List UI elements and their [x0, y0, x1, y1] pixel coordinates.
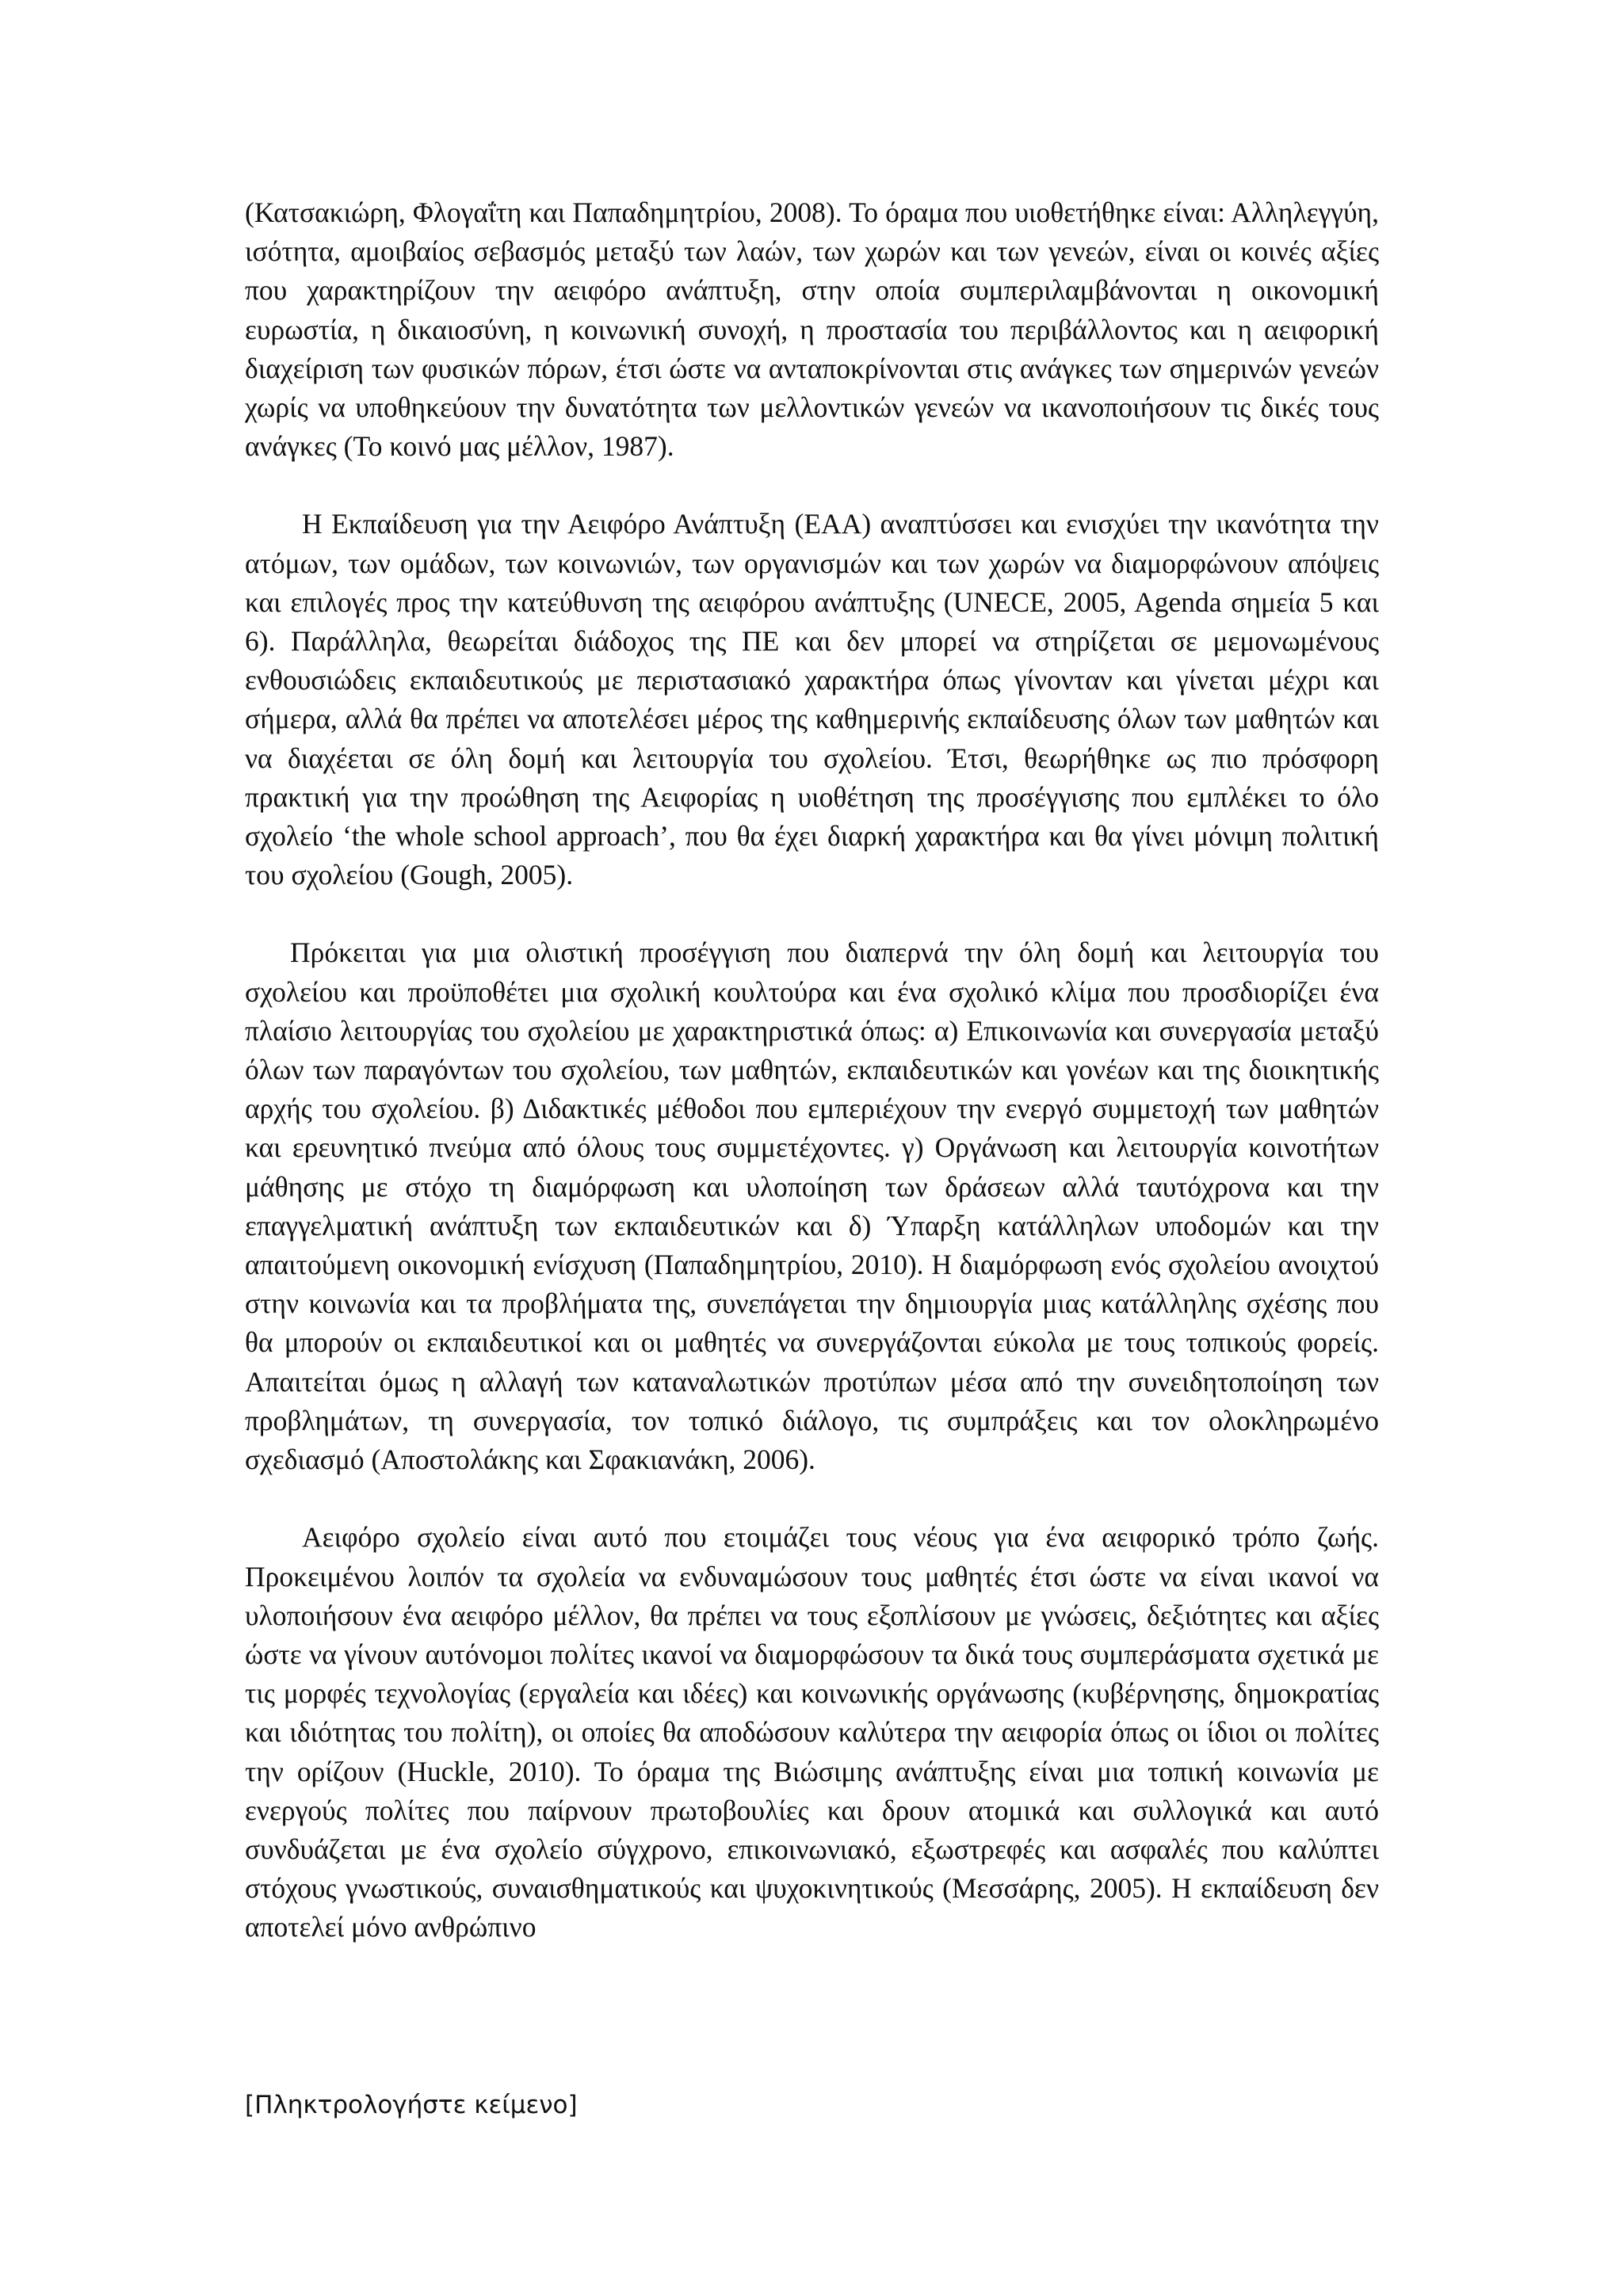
paragraph-spacer: [245, 466, 1379, 505]
paragraph-spacer: [245, 894, 1379, 933]
body-text: [245, 193, 1379, 1947]
paragraph-spacer: [245, 1479, 1379, 1518]
paragraph-2: Η Εκπαίδευση για την Αειφόρο Ανάπτυξη (ΕΑΑ) αναπτύσσει και ενισχύει την ικανότητα την ατόμων, των ομάδων, των κοινωνιών, των οργανισμών και των χωρών να διαμορφώνουν απόψεις και επιλογές προς την κατεύθυνση της αειφόρου ανάπτυξης (UNECE, 2005, Agenda σημεία 5 και 6). Παράλληλα, θεωρείται διάδοχος της ΠΕ και δεν μπορεί να στηρίζεται σε μεμονωμένους ενθουσιώδεις εκπαιδευτικούς με περιστασιακό χαρακτήρα όπως γίνονταν και γίνεται μέχρι και σήμερα, αλλά θα πρέπει να αποτελέσει μέρος της καθημερινής εκπαίδευσης όλων των μαθητών και να διαχέεται σε όλη δομή και λειτουργία του σχολείου. Έτσι, θεωρήθηκε ως πιο πρόσφορη πρακτική για την προώθηση της Αειφορίας η υιοθέτηση της προσέγγισης που εμπλέκει το όλο σχολείο ‘the whole school approach’, που θα έχει διαρκή χαρακτήρα και θα γίνει μόνιμη πολιτική του σχολείου (Gough, 2005).: [245, 508, 1379, 891]
paragraph-1: (Κατσακιώρη, Φλογαΐτη και Παπαδημητρίου, 2008). Το όραμα που υιοθετήθηκε είναι: Αλληλεγγύη, ισότητα, αμοιβαίος σεβασμός μεταξύ των λαών, των χωρών και των γενεών, είναι οι κοινές αξίες που χαρακτηρίζουν την αειφόρο ανάπτυξη, στην οποία συμπεριλαμβάνονται η οικονομική ευρωστία, η δικαιοσύνη, η κοινωνική συνοχή, η προστασία του περιβάλλοντος και η αειφορική διαχείριση των φυσικών πόρων, έτσι ώστε να ανταποκρίνονται στις ανάγκες των σημερινών γενεών χωρίς να υποθηκεύουν την δυνατότητα των μελλοντικών γενεών να ικανοποιήσουν τις δικές τους ανάγκες (Το κοινό μας μέλλον, 1987).: [245, 196, 1379, 463]
paragraph-4: Αειφόρο σχολείο είναι αυτό που ετοιμάζει τους νέους για ένα αειφορικό τρόπο ζωής. Προκειμένου λοιπόν τα σχολεία να ενδυναμώσουν τους μαθητές έτσι ώστε να είναι ικανοί να υλοποιήσουν ένα αειφόρο μέλλον, θα πρέπει να τους εξοπλίσουν με γνώσεις, δεξιότητες και αξίες ώστε να γίνουν αυτόνομοι πολίτες ικανοί να διαμορφώσουν τα δικά τους συμπεράσματα σχετικά με τις μορφές τεχνολογίας (εργαλεία και ιδέες) και κοινωνικής οργάνωσης (κυβέρνησης, δημοκρατίας και ιδιότητας του πολίτη), οι οποίες θα αποδώσουν καλύτερα την αειφορία όπως οι ίδιοι οι πολίτες την ορίζουν (Huckle, 2010). Το όραμα της Βιώσιμης ανάπτυξης είναι μια τοπική κοινωνία με ενεργούς πολίτες που παίρνουν πρωτοβουλίες και δρουν ατομικά και συλλογικά και αυτό συνδυάζεται με ένα σχολείο σύγχρονο, επικοινωνιακό, εξωστρεφές και ασφαλές που καλύπτει στόχους γνωστικούς, συναισθηματικούς και ψυχοκινητικούς (Μεσσάρης, 2005). Η εκπαίδευση δεν αποτελεί μόνο ανθρώπινο: [245, 1521, 1379, 1943]
footer-placeholder[interactable]: [Πληκτρολογήστε κείμενο]: [245, 2091, 578, 2119]
paragraph-3: Πρόκειται για μια ολιστική προσέγγιση που διαπερνά την όλη δομή και λειτουργία του σχολείου και προϋποθέτει μια σχολική κουλτούρα και ένα σχολικό κλίμα που προσδιορίζει ένα πλαίσιο λειτουργίας του σχολείου με χαρακτηριστικά όπως: α) Επικοινωνία και συνεργασία μεταξύ όλων των παραγόντων του σχολείου, των μαθητών, εκπαιδευτικών και γονέων και της διοικητικής αρχής του σχολείου. β) Διδακτικές μέθοδοι που εμπεριέχουν την ενεργό συμμετοχή των μαθητών και ερευνητικό πνεύμα από όλους τους συμμετέχοντες. γ) Οργάνωση και λειτουργία κοινοτήτων μάθησης με στόχο τη διαμόρφωση και υλοποίηση των δράσεων αλλά ταυτόχρονα και την επαγγελματική ανάπτυξη των εκπαιδευτικών και δ) Ύπαρξη κατάλληλων υποδομών και την απαιτούμενη οικονομική ενίσχυση (Παπαδημητρίου, 2010). Η διαμόρφωση ενός σχολείου ανοιχτού στην κοινωνία και τα προβλήματα της, συνεπάγεται την δημιουργία μιας κατάλληλης σχέσης που θα μπορούν οι εκπαιδευτικοί και οι μαθητές να συνεργάζονται εύκολα με τους τοπικούς φορείς. Απαιτείται όμως η αλλαγή των καταναλωτικών προτύπων μέσα από την συνειδητοποίηση των προβλημάτων, τη συνεργασία, τον τοπικό διάλογο, τις συμπράξεις και τον ολοκληρωμένο σχεδιασμό (Αποστολάκης και Σφακιανάκη, 2006).: [245, 936, 1379, 1476]
